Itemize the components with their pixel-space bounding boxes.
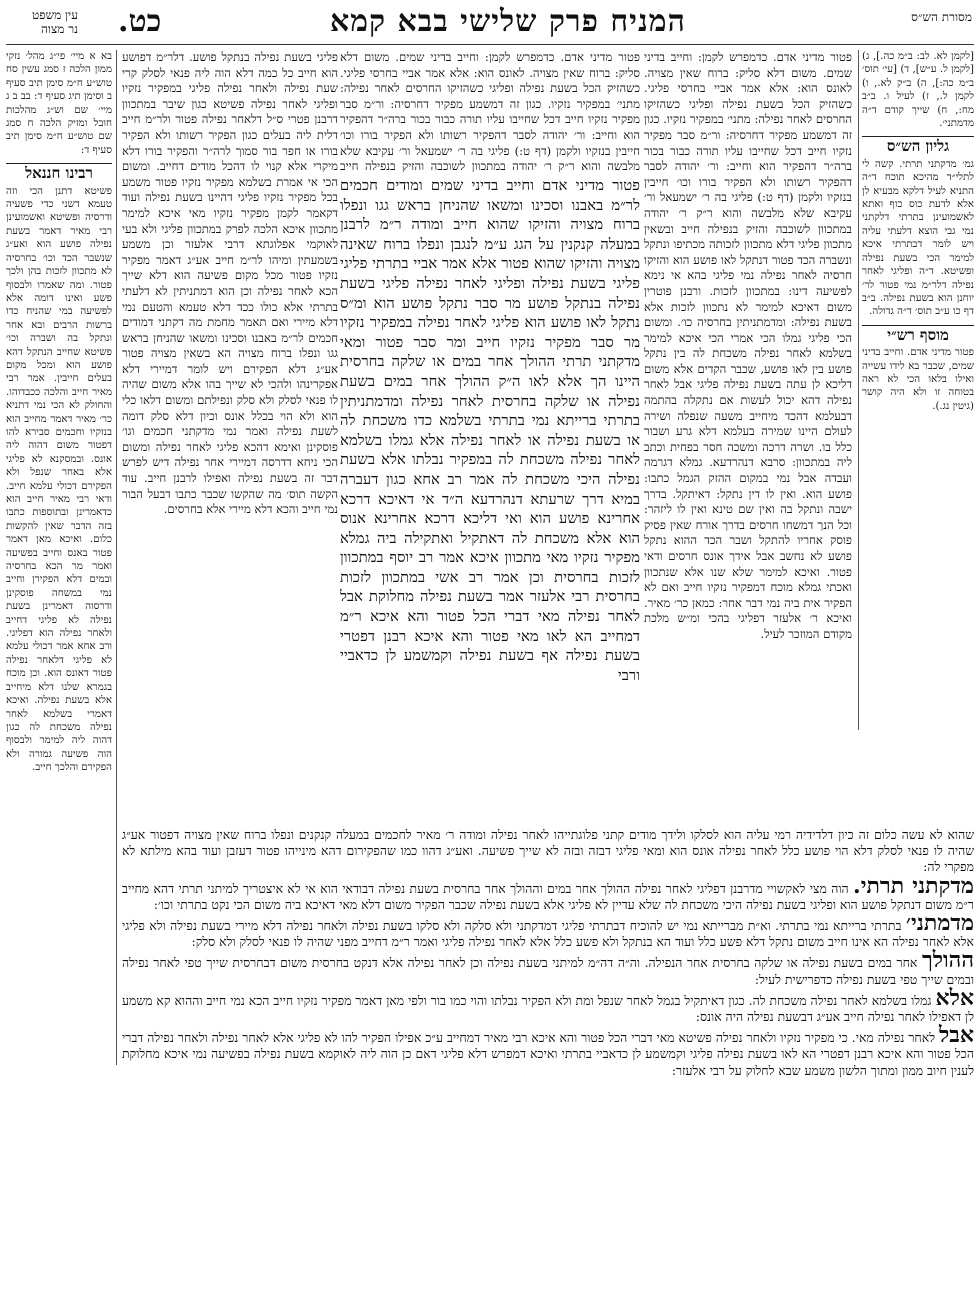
bottom-lead-1: מדקתני תרתי.	[853, 872, 974, 899]
header-rule	[6, 44, 974, 45]
musaf-title: מוסף רש״י	[862, 325, 974, 342]
bottom-paragraph-0	[122, 824, 974, 876]
page-header	[0, 0, 980, 44]
bottom-text-2: בתרתי ברייתא נמי בתרתי. וא״ת מברייתא נמי יש להוכיח דבתרתי פליגי דמדקתני ולא סלקה ולא סלקו בשעת נפילה ולאחר נפילה דלא מיירי בשעת נפילה ולא פליגי אלא לאחר נפילה הא אינו חייב משום נתקל דלא פשע כלל ועוד הא בנתקל ולא פשע כלל אלא לאחר נפילה פליגי ואמר ר״מ דחייב מפני שהיה לו פנאי לסלק ולא סלק:	[122, 918, 974, 950]
masoret-text: [לקמן לא. לב: ב״מ כה.], ג) [לקמן ל. ע״ש], ד) [עי׳ תוס׳ ב״מ כה:], ה) ב״ק לא., ו) לקמן ל., ז) לעיל ו. ב״ב מח:, ח) שייך קודם ד״ה מדמתני׳.	[862, 51, 974, 130]
bottom-paragraph-5	[122, 1022, 974, 1079]
ein-mishpat-text: בא א מיי׳ פי״ג מהל׳ נזקי ממון הלכה ז סמג עשין סח טוש״ע ח״מ סימן תיב סעיף ב וסימן תיג סעיף ד: בב ב ג מיי׳ שם וש״ג מהלכות חובל ומזיק הלכה ח סמג שם טוש״ע ח״מ סימן תיב סעיף ד:	[6, 51, 112, 156]
bottom-text-5: לאחר נפילה מאי. כי מפקיר נזקיו ולאחר נפילה פשיטא מאי דברי הכל פטור והא איכא רבי מאיר דמחייב ע״כ אפילו הפקיר להו לא פליגי אלא לאחר נפילה ולאחר נפילה דברי הכל פטור והא איכא רבנן דפטרי הא לאו בשעת נפילה פליגי וקמשמע לן כדאביי בתרתי ואיכא דמפרש דלא פליגי דאם כן הוה ליה לאוקמא בשעת נפילה בפשיעה נמי איכא מחלוקת לענין חיוב ממון ומתוך הלשון משמע שבא לחלוק על רבי אלעזר:	[122, 1030, 974, 1078]
ner-mitzvah-heading: נר מצוה	[41, 22, 78, 36]
rashi-top-text: פטור מדיני אדם. כדמפרש לקמן: וחייב בדיני שמים. משום דלא סליק: ברוח שאין מצויה. לאונס הוא: אלא אמר אביי בחרסי פליגי. כשהזיק הכל בשעת נפילה ופליגי כשהזיקו החרסים לאחר נפילה: מתני׳ במפקיר נזקיו. כגון זה דמשמע מפקיר דחרסיה: ור״מ סבר מפקיר נזקיו חייב דכל שחייבו עליו תורה כבור בכור ברה״ר דהפקיר הוא וחייב: ור׳ יהודה לסבר דהפקיר רשותו ולא הפקיר בורו וכו׳ חייבין בנזקיו ולקמן (דף ט:) פליגי בה ר׳ ישמעאל ור׳ עקיבא שלא מלבשה והוא ר״ק ר׳ יהודה במתכוון לשוכבה והזיק בנפילה חייב	[340, 50, 640, 174]
left-outer-column	[6, 50, 112, 1065]
page-title: המניח פרק שלישי בבא קמא	[330, 4, 686, 39]
bottom-lead-2: מדמתני׳	[905, 910, 974, 937]
gilyon-title: גליון הש״ס	[862, 136, 974, 153]
masoret-hashas-label: מסורת הש״ס	[911, 10, 972, 24]
right-outer-column	[862, 50, 974, 730]
bottom-paragraph-4	[122, 984, 974, 1025]
gilyon-text: גמ׳ מדקתני תרתי. קשה לי לתלי״ד מהיכא תוכח ד״ה התניא לעיל דלקא מבעיא לן אלא לדעת כוס כוף ואתא לאשמועינן בתרתי דלקתני נמי גבי הוצא דלעתי עליה ויש לומר דבתרתי איכא למימר הכי בשעת נפילה ופשיטא. ד״ה ופליגי לאחר נפילה דלר״מ נמי פטור לר׳ יוחנן הוא בשעת נפילה. ב״ב דף כו ע״ב תוס׳ ד״ה גדולה.	[862, 158, 974, 318]
gemara-text: פטור מדיני אדם וחייב בדיני שמים ומודים חכמים לר״מ באבנו וסכינו ומשאו שהניחן בראש גגו ונפלו ברוח מצויה והזיקו שהוא חייב ומודה ר״מ לרבנן במעלה קנקנין על הגג ע״מ לנגבן ונפלו ברוח שאינה מצויה והזיקו שהוא פטור אלא אמר אביי בתרתי פליגי פליגי בשעת נפילה ופליגי לאחר נפילה פליגי בשעת נפילה בנתקל פושע מר סבר נתקל פושע הוא ומ״ס נתקל לאו פושע הוא פליגי לאחר נפילה במפקיר נזקיו מר סבר מפקיר נזקיו חייב ומר סבר פטור ומאי מדקתני תרתי ההולך אחר במים או שלקה בחרסית היינו הך אלא לאו ה״ק ההולך אחר במים בשעת נפילה או שלקה בחרסית לאחר נפילה ומדמתניתין בתרתי ברייתא נמי בתרתי בשלמא כדו משכחת לה או בשעת נפילה או לאחר נפילה אלא גמלו בשלמא לאחר נפילה משכחת לה במפקיר נבלתו אלא בשעת נפילה היכי משכחת לה אמר רב אחא כגון דעברה במיא דרך שרעתא דנהרדעא ה״ד אי דאיכא דרכא אחרינא פושע הוא ואי דליכא דרכא אחרינא אנוס הוא אלא משכחת לה דאתקיל ואתקילה ביה גמלא מפקיר נזקיו מאי מתכוון איכא אמר רב יוסף במתכוון לזכות בחרסית וכן אמר רב אשי במתכוון לזכות בחרסית רבי אלעזר אמר בשעת נפילה מחלוקת אבל לאחר נפילה מאי דברי הכל פטור והא איכא ר״מ דמחייב הא לאו מאי פטור והא איכא רבנן דפטרי בשעת נפילה אף בשעת נפילה וקמשמע לן כדאביי ורבי	[340, 177, 640, 684]
bottom-paragraph-2	[122, 910, 974, 950]
ein-mishpat-heading: עין משפט	[32, 8, 78, 22]
chananel-text: פשיטא דתנן הכי וזה טעמא דשני כדי פשעיה ודרסיה ופשיטא ואשמועינן רבי מאיר דאמר בשעת נפילה פושע הוא ואע״ג שנשבר הכד וכו׳ בחרסיה לא מתכוון לזכות בהן ולכך פטור. ומה שאמרו ולבסוף פשע ואינו דומה אלא לפשיעה במי שהניח כדו ברשות הרבים ובא אחר ונתקל בה ושברה וכו׳ פשיטא שחייב הנתקל דהא פושע הוא ומכל מקום בעלים חייבין. אמר רבי מאיר חייב והלכה ככבדוהו. והחולק לא הכי נמי דתניא כר׳ מאיר דאמר מחייב הוא בנזקיו וחכמים סבירא להו דפטור משום דהוה ליה אונס. ובמסקנא לא פליגי אלא באחר שנפל ולא הפקירם דכולי עלמא חייב. ודאי רבי מאיר חייב הוא כדאמרינן ובתוספות כתבו בזה הדבר שאין להקשות כלום. ואיכא מאן דאמר פטור באנס וחייב בפשיעה ואמר מר הכא בחרסיה ובמים דלא הפקירן וחייב נמי במשחה פוסקינן ודרסוה דאמרינן בשעת נפילה לא פליגי דחייב ולאחר נפילה הוא דפליגי. ורב אחא אמר דכולי עלמא לא פליגי דלאחר נפילה פטור דאונס הוא. וכן מוכח בגמרא שלנו דלא מיחייב אלא בשעת נפילה. ואיכא דאמרי בשלמא לאחר נפילה משכחת לה כגון דהוה ליה למימר ולבסוף הוה פשיעה גמורה ולא הפקירם והלכך חייב.	[6, 185, 112, 774]
ein-mishpat-label	[8, 8, 78, 36]
bottom-paragraph-1	[122, 872, 974, 913]
bottom-paragraph-3	[122, 947, 974, 987]
musaf-text: פטור מדיני אדם. וחייב בדיני שמים, שכבר בא לידו עשייה ואילו בלאו הכי לא ראה בטוחה זו ולא היה קושר (גיטין נג.).	[862, 347, 974, 412]
chananel-title: רבינו חננאל	[6, 163, 112, 180]
bottom-text-0: שהוא לא עשה כלום זה כיון דלדידיה רמי עליה הוא לסלקו ולידך מודים קתני פלוגתייהו לאחר נפילה ומודה ר׳ מאיר לחכמים במעלה קנקנים ונפלו ברוח שאין מצויה דפטור אע״ג שהיה לו פנאי לסלק דלא הוי פושע כלל לאחר נפילה אונס הוא ומאי פליגי דבזה ובזה לא שייך פשיעה. ואע״ג דהוו כמו שהפקירום דהא מינייהו פטור דעזבן ועוד בהא מילתא לא מפקרי לה:	[122, 827, 974, 875]
daf-number: כט.	[118, 4, 162, 39]
bottom-text-4: גמלו בשלמא לאחר נפילה משכחת לה. כגון דאיתקיל בגמל לאחר שנפל ומת ולא הפקיר נבלתו והוי כמו בור ולפי מאן דאמר מפקיר נזקיו חייב הכא נמי חייב וההוא קא משמע לן דאפילו לאחר נפילה חייב אע״ג דבשעת נפילה היה אונס:	[122, 992, 974, 1025]
tosafot-text: פליגי בשעת נפילה בנתקל פושע. דלר״מ דפושע הוא חייב כל כמה דלא הוה ליה פנאי לסלק קרי שעת נפילה ולאחר נפילה פליגי במפקיר נזקיו ופליגי לאחר נפילה פשיטא כגון שיבר במתכוון דרבנן פטרי ס״ל דלאחר נפילה פטור ולר״מ חייב דלית ליה בעלים כגון הפקיר רשותו ולא הפקיר בורו או חפר בור סמוך לרה״ר והפקיר בורו דלא מיקרי אלא קנוי לו דהכל מודים דחייב. ומשום הכי אי אמרת בשלמא מפקיר נזקיו פטור משמע בכל מפקיר נזקיו פליגי דהיינו בשעת נפילה ועוד דקאמר לקמן מפקיר נזקיו מאי איכא למימר מתכוון איכא הלכה לפרק במתכוון פליגי ולא בעי לאוקמי אפלוגתא דרבי אלעזר וכן משמע בשמעתין ומיהו לר״מ חייב אע״ג דאמר מפקיר נזקיו פטור מכל מקום פשיעה הוא דלא שייך הכא לאחר נפילה וכן הוא דמתניתין לא דלעתי בתרתי אלא כולו ככד דלא טעמא והטעם נמי דלא מיירי ואם תאמר מחמת מה דקתני דמודים חכמים לר״מ באבנו וסכינו ומשאו שהניחן בראש גגו ונפלו ברוח מצויה הא בשאין מצויה פטור אע״ג דלא הפקירם ויש לומר דמיירי דלא אפקרינהו ולהכי לא שייך בהו אלא משום שהיה לו פנאי לסלק ולא סלק ונפילתם ומשום דלאו כלי הוא ולא הוי בכלל אונס וכיון דלא סלק דומה לשעת נפילה ואמר נמי מדקתני חכמים וגו׳ פוסקינן ואימא דהכא פליגי לאחר נפילה ומשום הכי ניחא דדרסה דמיירי אחר נפילה דיש לפרש דבר זה בשעת נפילה ואפילו לרבנן חייב. עוד הקשה תוס׳ מה שהקשו שכבר כתבו דבעל הבור נמי חייב והכא דלא מיירי אלא בחרסים.	[122, 50, 338, 517]
bottom-text-3: אחר במים בשעת נפילה או שלקה בחרסית אחר הנפילה. וה״ה דה״מ למיתני בשעת נפילה וכן לאחר נפילה אלא דנקט בחרסית משום דבחרסית שייך טפי לאחר נפילה ובמים שייך טפי בשעת נפילה כדפרישית לעיל:	[122, 955, 974, 987]
bottom-lead-5: אבל	[938, 1022, 974, 1049]
bottom-lead-4: אלא	[935, 984, 974, 1011]
rashi-column	[644, 50, 852, 820]
bottom-tosafot	[122, 824, 974, 1310]
bottom-text-1: הוה מצי לאקשויי מדרבנן דפליגי לאחר נפילה ההולך אחר במים וההולך אחר בחרסית בשעת נפילה דבודאי הוא אי לא איצטריך למיתני תרתי דהא מחייב ר״מ משום דנתקל פושע הוא ופליגי בשעת נפילה היכי משכחת לה שלא עדיין לא פליגי אלא בשעת נפילה שכבר הפקיר משום דלא מאי דאיכא ביה משום הכי נקט בתרתי וכו׳:	[122, 880, 974, 912]
bottom-lead-3: ההולך	[921, 947, 974, 974]
gemara-top-rashi	[340, 50, 640, 174]
tosafot-column	[122, 50, 338, 820]
gemara-main-text	[340, 176, 640, 820]
column-divider	[116, 50, 117, 1065]
column-divider-right	[858, 50, 859, 730]
rashi-text: פטור מדיני אדם. כדמפרש לקמן: וחייב בדיני שמים. משום דלא סליק: ברוח שאין מצויה. לאונס הוא: אלא אמר אביי בחרסי פליגי. כשהזיק הכל בשעת נפילה ופליגי כשהזיקו החרסים לאחר נפילה: מתני׳ במפקיר נזקיו. כגון זה דמשמע מפקיר דחרסיה: ור״מ סבר מפקיר נזקיו חייב דכל שחייבו עליו תורה כבור בכור ברה״ר דהפקיר הוא וחייב: ור׳ יהודה לסבר דהפקיר רשותו ולא הפקיר בורו וכו׳ חייבין בנזקיו ולקמן (דף ט:) פליגי בה ר׳ ישמעאל ור׳ עקיבא שלא מלבשה והוא ר״ק ר׳ יהודה במתכוון לשוכבה והזיק בנפילה חייב ובשאין מתכוון פליגי דלא מתכוון לזכותה מכתיפו ונתקל ונשברה הכד פטור דנתקל לאו פושע הוא והזיקו חרסיה לאחר נפילה נמי פליגי בהא אי נימא לפשיעה דינו: במתכוון לזכות. ורבנן פוטרין משום דאיכא למימר לא נתכוון לזכות אלא בשעת נפילה: ומדמתניתין בחרסיה כו׳. ומשום הכי פליגי גמלו הכי אמרי הכי איכא למימר בשלמא לאחר נפילה משכחת לה בין נתקל פושע בין לאו פושע, שכבר הקדים אלא משום דליכא לן עתה בשעת נפילה פליגי אבל לאחר נפילה דהא יכול לעשות אם נתקלה בהתמה דבעלמא דהכד מיחייב משעה שנפלה ושירה לעולם היינו שמירה בעלמא דלא גרע ושבור כלל בו. ושרה דרכה ומשכה חסר בפחית וכתב ליה במתכוון: סרבא דנהרדעא. גמלא דגרמה ועבדה אבל נמי במקום ההזק הגמל כתבו: פושע הוא. ואין לו דין נתקל: דאיתקל. בדרך ישבה ונתקל בה ואין שם טינא ואין לו ליזהר: וכל הנך דמשחו חרסים בדרך אורח שאין פסיק פוסק אחריו להתקל ושבר הכד ההוא נתקל פושע לא נחשב אבל אידך אונס חרסים ודאי פטור. ואיכא למימר שלא שנו אלא שנתכוון ואכתי גמלא מוכח דמפקיר נזקיו חייב ואם לא הפקיר אית ביה נמי דבר אחר: כמאן כר׳ מאיר. ואיכא ר׳ אלעזר דפליגי בהכי ומ״ש מלכת מקודם המוזכר לעיל.	[644, 50, 852, 641]
